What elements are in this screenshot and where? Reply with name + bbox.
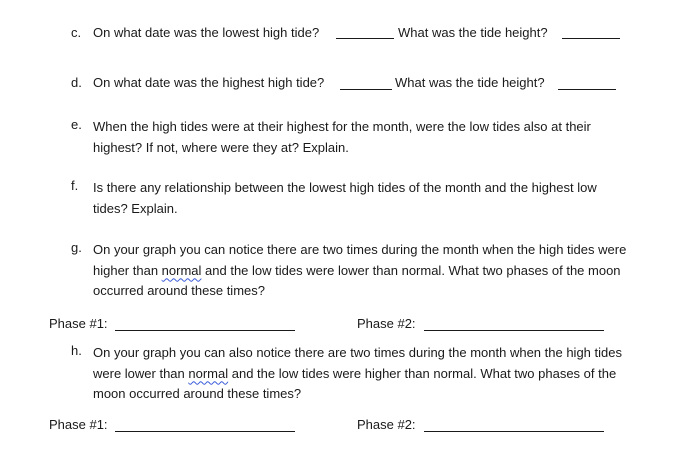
- phase-1-answer-blank[interactable]: [115, 431, 295, 432]
- item-letter-c: c.: [71, 25, 82, 40]
- question-e-text: When the high tides were at their highest for the month, were the low tides also at their highest? If not, where were they at? Explain.: [93, 119, 591, 155]
- phase-2-label: Phase #2:: [357, 316, 416, 331]
- question-g-text: [93, 240, 633, 302]
- question-h-text-end: and the low tides were higher than normal. What two phases of the moon occurred around these times?: [93, 365, 617, 401]
- item-letter-e: e.: [71, 117, 82, 132]
- question-c-date-prompt: On what date was the lowest high tide?: [93, 25, 320, 40]
- item-letter-g: g.: [71, 240, 82, 255]
- answer-blank-c-date[interactable]: [336, 38, 394, 39]
- question-d-date-prompt: On what date was the highest high tide?: [93, 75, 325, 90]
- question-h-text-start: On your graph you can also notice there are two times during the month when the high tides were lower than: [93, 345, 622, 381]
- phase-2-answer-blank[interactable]: [424, 431, 604, 432]
- answer-blank-d-height[interactable]: [558, 89, 616, 90]
- item-letter-d: d.: [71, 75, 82, 90]
- question-c-height-prompt: What was the tide height?: [398, 25, 548, 40]
- phase-1-label: Phase #1:: [49, 417, 108, 432]
- question-f-text: Is there any relationship between the lowest high tides of the month and the highest low tides? Explain.: [93, 180, 597, 216]
- phase-2-label: Phase #2:: [357, 417, 416, 432]
- phase-1-answer-blank[interactable]: [115, 330, 295, 331]
- answer-blank-d-date[interactable]: [340, 89, 392, 90]
- question-d-height-prompt: What was the tide height?: [395, 75, 545, 90]
- spellcheck-flagged-word[interactable]: normal: [188, 365, 229, 381]
- question-g-text-end: and the low tides were lower than normal. What two phases of the moon occurred around these times?: [93, 262, 621, 298]
- phase-1-label: Phase #1:: [49, 316, 108, 331]
- spellcheck-flagged-word[interactable]: normal: [161, 262, 202, 278]
- question-g-text-start: On your graph you can notice there are two times during the month when the high tides were higher than: [93, 242, 627, 278]
- item-letter-h: h.: [71, 343, 82, 358]
- answer-blank-c-height[interactable]: [562, 38, 620, 39]
- phase-2-answer-blank[interactable]: [424, 330, 604, 331]
- item-letter-f: f.: [71, 178, 79, 193]
- question-h-text: [93, 343, 628, 405]
